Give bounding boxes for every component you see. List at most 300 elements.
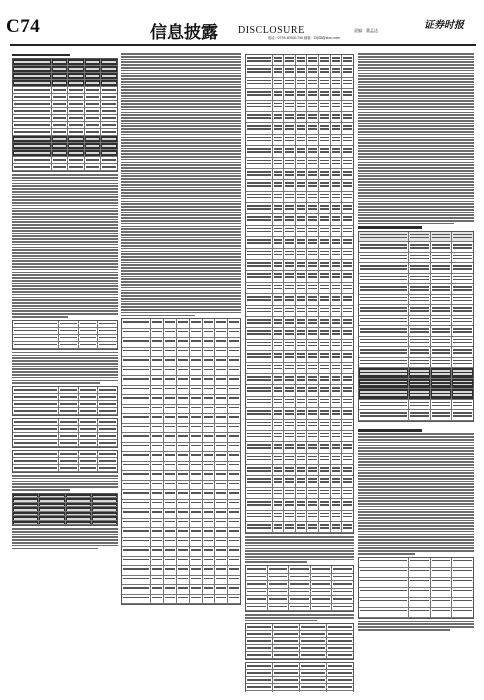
table-cell [246,454,273,464]
table-cell [177,405,190,414]
table-cell [273,351,285,361]
table-cell [273,454,285,464]
text-line [358,78,474,80]
table-cell [296,66,308,76]
table-cell [327,670,353,676]
column-3 [245,52,354,692]
text-line [358,125,474,127]
table-cell [319,237,331,247]
text-line [12,545,118,547]
table-row [246,123,353,134]
table-cell [66,494,92,498]
table-cell [331,476,343,486]
table-cell [273,226,285,236]
table-row [122,481,240,491]
table-cell [452,347,473,357]
table-cell [307,260,319,270]
table-cell [13,157,52,163]
table-row [246,663,353,670]
table-cell [190,595,203,604]
table-cell [296,385,308,395]
table-cell [122,357,151,366]
table-cell [151,471,164,480]
table-cell [359,379,409,389]
table-cell [177,452,190,461]
table-cell [68,122,85,128]
table-row [359,305,473,316]
text-line [12,539,118,541]
table-row [13,94,117,101]
table-cell [101,80,117,86]
text-line [12,528,118,530]
table-row [246,638,353,645]
table-cell [331,306,343,316]
text-line [358,53,474,55]
table-cell [409,598,431,607]
table-cell [190,452,203,461]
text-line [121,245,241,247]
text-line [121,53,241,55]
table-cell [452,274,473,284]
text-line [358,464,474,466]
table-cell [177,566,190,575]
table-cell [307,431,319,441]
table-row [246,340,353,351]
table-cell [177,329,190,338]
table-row [359,284,473,295]
table-cell [68,73,85,79]
table-cell [319,499,331,509]
table-row [246,158,353,169]
table-row [246,306,353,317]
table-cell [164,367,177,376]
text-line [121,103,241,105]
table-cell [359,284,409,294]
table-cell [246,420,273,430]
table-cell [85,101,102,107]
table-cell [68,143,85,149]
table-cell [342,135,353,145]
table-cell [327,624,353,630]
table-cell [342,340,353,350]
text-line [12,247,118,249]
text-line [121,175,241,177]
data-table [358,231,474,422]
text-line [121,117,241,119]
table-cell [68,108,85,114]
table-cell [296,511,308,521]
text-line [245,553,354,555]
table-row [246,226,353,237]
table-cell [431,379,453,389]
table-cell [203,433,216,442]
table-cell [431,274,453,284]
table-row [13,401,117,408]
text-line [12,174,118,176]
section-heading [358,429,422,432]
table-cell [452,400,473,410]
table-cell [268,581,290,588]
table-cell [273,101,285,111]
table-cell [52,136,69,142]
table-cell [307,476,319,486]
table-cell [273,631,300,637]
text-line [121,306,241,308]
table-row [246,397,353,408]
table-cell [273,397,285,407]
table-cell [59,321,79,327]
table-cell [409,305,431,315]
table-cell [177,424,190,433]
table-row [13,157,117,164]
table-cell [122,471,151,480]
table-cell [307,317,319,327]
table-cell [246,363,273,373]
text-line [121,142,241,144]
table-cell [296,260,308,270]
table-cell [177,376,190,385]
table-cell [331,420,343,430]
table-cell [79,433,99,439]
table-cell [273,340,285,350]
table-cell [307,123,319,133]
table-cell [52,80,69,86]
table-cell [59,328,79,334]
table-cell [431,337,453,347]
table-cell [273,488,285,498]
table-cell [331,499,343,509]
table-cell [66,498,92,502]
table-cell [246,631,273,637]
text-line [121,295,241,297]
table-cell [409,588,431,597]
table-cell [164,509,177,518]
text-line [358,198,474,200]
table-cell [273,408,285,418]
table-row [246,363,353,374]
table-cell [319,66,331,76]
table-cell [307,488,319,498]
table-cell [319,226,331,236]
text-line [121,201,241,203]
table-cell [273,214,285,224]
text-line [121,273,241,275]
table-cell [190,386,203,395]
text-line [121,145,241,147]
text-line [12,230,118,232]
table-cell [307,180,319,190]
table-cell [246,624,273,630]
text-line [358,131,474,133]
text-line [358,442,474,444]
table-cell [13,408,59,414]
text-line [12,313,118,315]
table-cell [296,351,308,361]
text-line [358,542,474,544]
table-cell [331,249,343,259]
table-cell [85,80,102,86]
text-line [121,270,241,272]
text-line [12,263,118,265]
table-cell [151,329,164,338]
text-line [358,162,474,164]
table-cell [39,494,65,498]
table-cell [331,101,343,111]
text-line [358,528,474,530]
table-cell [68,94,85,100]
table-cell [177,367,190,376]
table-cell [164,386,177,395]
table-row [359,242,473,253]
editor-line: 责编：董孟达 [354,28,378,33]
table-cell [203,348,216,357]
table-cell [246,123,273,133]
text-line [358,458,474,460]
table-cell [203,443,216,452]
table-cell [203,329,216,338]
text-line [358,522,474,524]
table-cell [342,158,353,168]
text-line [121,206,241,208]
table-cell [228,490,240,499]
table-cell [122,348,151,357]
table-row [13,101,117,108]
text-line [358,120,474,122]
section-subtitle: DISCLOSURE [238,25,305,36]
table-cell [452,263,473,273]
text-line [12,205,118,207]
text-line [358,153,474,155]
table-cell [284,420,296,430]
text-line [121,187,241,189]
table-cell [319,101,331,111]
table-cell [296,374,308,384]
text-line [12,233,118,235]
table-cell [342,226,353,236]
text-line [358,467,474,469]
table-cell [122,595,151,604]
table-cell [203,538,216,547]
table-row [246,670,353,677]
table-cell [228,338,240,347]
table-cell [246,158,273,168]
table-cell [177,462,190,471]
text-line [358,150,474,152]
table-cell [331,511,343,521]
table-cell [284,283,296,293]
table-row [246,317,353,328]
table-cell [68,164,85,170]
table-cell [319,465,331,475]
table-row [246,476,353,487]
table-cell [59,440,79,446]
text-line [12,283,118,285]
text-line [121,70,241,72]
table-cell [431,400,453,410]
table-cell [66,521,92,525]
table-cell [359,295,409,305]
table-cell [409,295,431,305]
table-cell [177,395,190,404]
table-cell [284,499,296,509]
table-cell [190,538,203,547]
table-cell [13,458,59,464]
table-row [246,249,353,260]
text-line [121,73,241,75]
table-cell [431,326,453,336]
table-cell [319,328,331,338]
table-cell [246,465,273,475]
table-cell [122,424,151,433]
table-cell [79,321,99,327]
table-row [359,588,473,598]
text-line [358,103,474,105]
table-cell [273,192,285,202]
table-cell [296,203,308,213]
table-cell [203,595,216,604]
text-line [12,486,118,488]
table-cell [228,595,240,604]
table-cell [359,568,409,577]
data-table [245,623,354,660]
table-cell [203,357,216,366]
table-cell [228,500,240,509]
text-line [121,128,241,130]
text-line [358,509,474,511]
table-row [359,326,473,337]
text-line [121,164,241,166]
table-cell [246,596,268,603]
text-line [121,281,241,283]
table-cell [215,576,228,585]
text-line [358,114,474,116]
table-row [122,329,240,339]
text-line [358,159,474,161]
table-cell [101,150,117,156]
table-cell [228,528,240,537]
table-cell [79,401,99,407]
text-line [12,224,118,226]
table-cell [327,652,353,658]
table-cell [39,507,65,511]
text-line [358,145,474,147]
text-line [12,210,118,212]
table-cell [246,89,273,99]
text-line [121,303,241,305]
table-cell [300,677,327,683]
table-cell [228,443,240,452]
text-line [12,199,118,201]
table-cell [13,164,52,170]
table-cell [284,317,296,327]
text-line [358,106,474,108]
text-line [358,173,474,175]
table-cell [319,192,331,202]
table-cell [246,397,273,407]
text-line [121,278,241,280]
table-cell [296,306,308,316]
table-cell [122,376,151,385]
table-cell [203,509,216,518]
table-row [246,214,353,225]
table-cell [92,516,117,520]
table-cell [164,433,177,442]
table-cell [228,509,240,518]
text-line [245,559,354,561]
table-cell [190,357,203,366]
table-row [246,55,353,66]
column-2 [121,52,241,692]
text-line [121,131,241,133]
table-cell [284,89,296,99]
table-cell [66,512,92,516]
table-row [13,108,117,115]
table-cell [246,604,268,611]
table-cell [52,59,69,65]
text-line [121,198,241,200]
table-cell [215,395,228,404]
table-row [13,143,117,150]
table-cell [190,424,203,433]
text-line [12,299,118,301]
table-cell [92,503,117,507]
text-line [12,483,118,485]
table-cell [79,458,99,464]
table-cell [203,557,216,566]
text-line [358,167,474,169]
table-cell [342,442,353,452]
text-line [245,548,354,550]
text-line [12,255,118,257]
table-cell [452,578,473,587]
table-row [359,232,473,243]
table-cell [319,271,331,281]
table-cell [342,214,353,224]
table-cell [151,538,164,547]
table-cell [311,596,333,603]
table-cell [246,652,273,658]
table-cell [296,89,308,99]
table-cell [13,521,39,525]
table-cell [331,317,343,327]
table-cell [215,481,228,490]
table-cell [215,424,228,433]
table-cell [342,511,353,521]
table-row [13,129,117,136]
table-cell [296,408,308,418]
table-cell [52,101,69,107]
table-cell [284,511,296,521]
table-cell [409,347,431,357]
table-row [13,80,117,87]
table-cell [13,66,52,72]
table-cell [284,340,296,350]
table-cell [342,146,353,156]
table-cell [431,558,453,567]
text-line [121,86,241,88]
table-cell [164,528,177,537]
text-line [12,266,118,268]
table-cell [92,498,117,502]
text-line [121,120,241,122]
table-cell [307,101,319,111]
text-line [358,520,474,522]
table-cell [296,135,308,145]
table-cell [431,568,453,577]
text-line [358,453,474,455]
table-cell [215,566,228,575]
text-line [12,291,118,293]
